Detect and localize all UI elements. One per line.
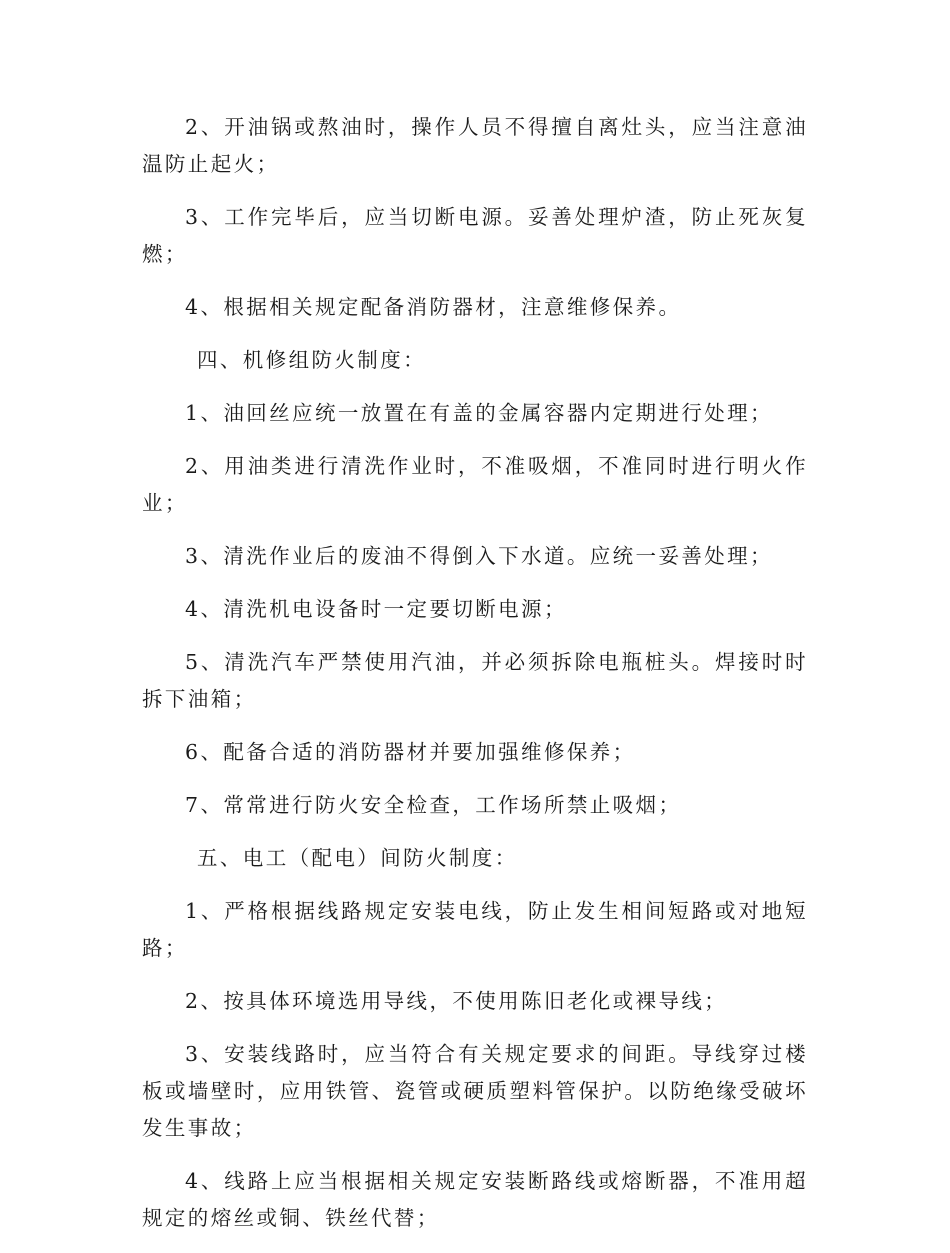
paragraph-repair-item-5: 5、清洗汽车严禁使用汽油，并必须拆除电瓶桩头。焊接时时拆下油箱； <box>142 650 808 711</box>
section-heading-electrical-room: 五、电工（配电）间防火制度： <box>197 846 518 870</box>
paragraph-repair-item-6: 6、配备合适的消防器材并要加强维修保养； <box>185 740 636 764</box>
paragraph-kitchen-item-3: 3、工作完毕后，应当切断电源。妥善处理炉渣，防止死灰复燃； <box>142 205 808 266</box>
paragraph-repair-item-4: 4、清洗机电设备时一定要切断电源； <box>185 597 567 621</box>
paragraph-electrical-item-4: 4、线路上应当根据相关规定安装断路线或熔断器，不准用超规定的熔丝或铜、铁丝代替； <box>142 1169 808 1230</box>
paragraph-kitchen-item-4: 4、根据相关规定配备消防器材，注意维修保养。 <box>185 295 682 319</box>
paragraph-electrical-item-2: 2、按具体环境选用导线，不使用陈旧老化或裸导线； <box>185 989 728 1013</box>
paragraph-repair-item-3: 3、清洗作业后的废油不得倒入下水道。应统一妥善处理； <box>185 544 773 568</box>
paragraph-electrical-item-1: 1、严格根据线路规定安装电线，防止发生相间短路或对地短路； <box>142 899 808 960</box>
section-heading-repair-shop: 四、机修组防火制度： <box>197 348 426 372</box>
paragraph-repair-item-7: 7、常常进行防火安全检查，工作场所禁止吸烟； <box>185 793 682 817</box>
paragraph-repair-item-2: 2、用油类进行清洗作业时，不准吸烟，不准同时进行明火作业； <box>142 454 808 515</box>
document-body <box>142 109 808 1253</box>
paragraph-repair-item-1: 1、油回丝应统一放置在有盖的金属容器内定期进行处理； <box>185 401 773 425</box>
paragraph-kitchen-item-2: 2、开油锅或熬油时，操作人员不得擅自离灶头，应当注意油温防止起火； <box>142 115 808 176</box>
paragraph-electrical-item-3: 3、安装线路时，应当符合有关规定要求的间距。导线穿过楼板或墙壁时，应用铁管、瓷管或硬质塑料管保护。以防绝缘受破坏发生事故； <box>142 1042 808 1140</box>
